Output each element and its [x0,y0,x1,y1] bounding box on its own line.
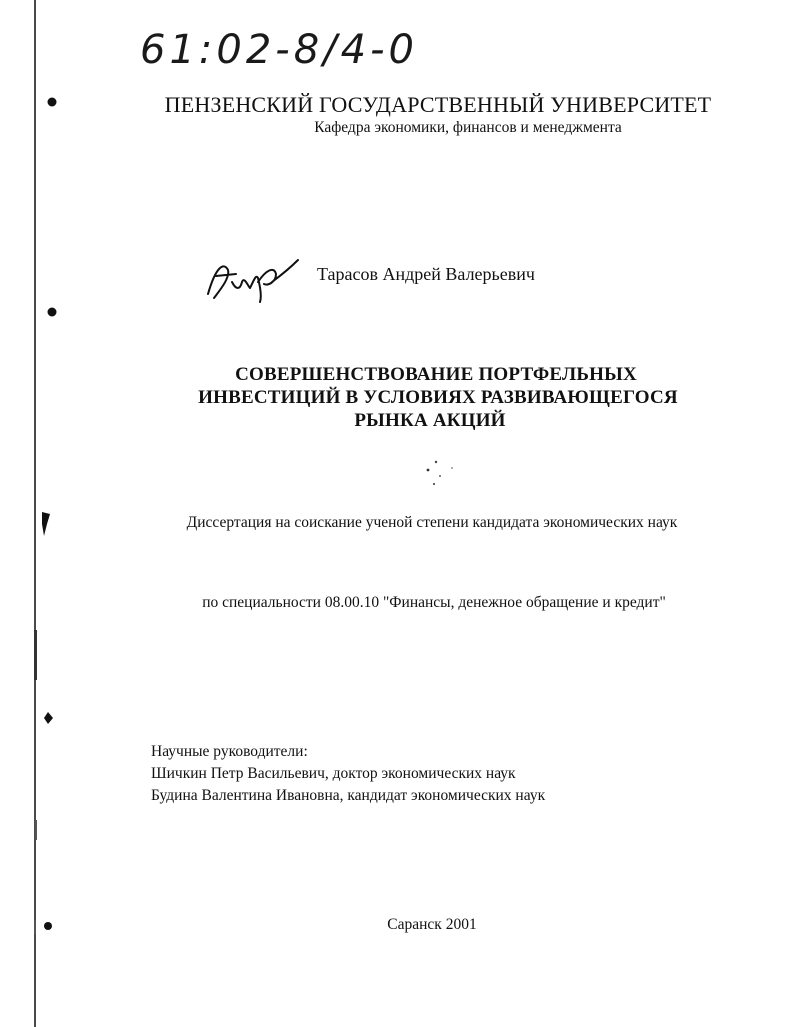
scan-specks [418,452,468,492]
supervisor-2: Будина Валентина Ивановна, кандидат экономических наук [151,787,546,804]
author-signature [202,256,302,306]
thesis-title-line-3: РЫНКА АКЦИЙ [354,410,506,431]
scan-noise [32,600,40,1000]
binding-mark-2 [44,304,60,320]
supervisors-block [151,741,545,807]
thesis-title-line-1: СОВЕРШЕНСТВОВАНИЕ ПОРТФЕЛЬНЫХ [235,364,637,385]
supervisor-1: Шичкин Петр Васильевич, доктор экономических наук [151,765,516,782]
binding-mark-4 [40,710,56,726]
department-name: Кафедра экономики, финансов и менеджмента [314,119,622,136]
handwritten-catalog-number: 61:02-8/4-0 [140,27,418,73]
specialty-statement: по специальности 08.00.10 "Финансы, денежное обращение и кредит" [202,594,666,611]
dissertation-statement: Диссертация на соискание ученой степени кандидата экономических наук [186,514,678,531]
author-name: Тарасов Андрей Валерьевич [317,264,535,284]
university-name: ПЕНЗЕНСКИЙ ГОСУДАРСТВЕННЫЙ УНИВЕРСИТЕТ [164,92,712,117]
thesis-title-line-2: ИНВЕСТИЦИЙ В УСЛОВИЯХ РАЗВИВАЮЩЕГОСЯ [198,387,678,408]
supervisors-heading: Научные руководители: [151,743,308,760]
place-and-year: Саранск 2001 [387,916,477,933]
